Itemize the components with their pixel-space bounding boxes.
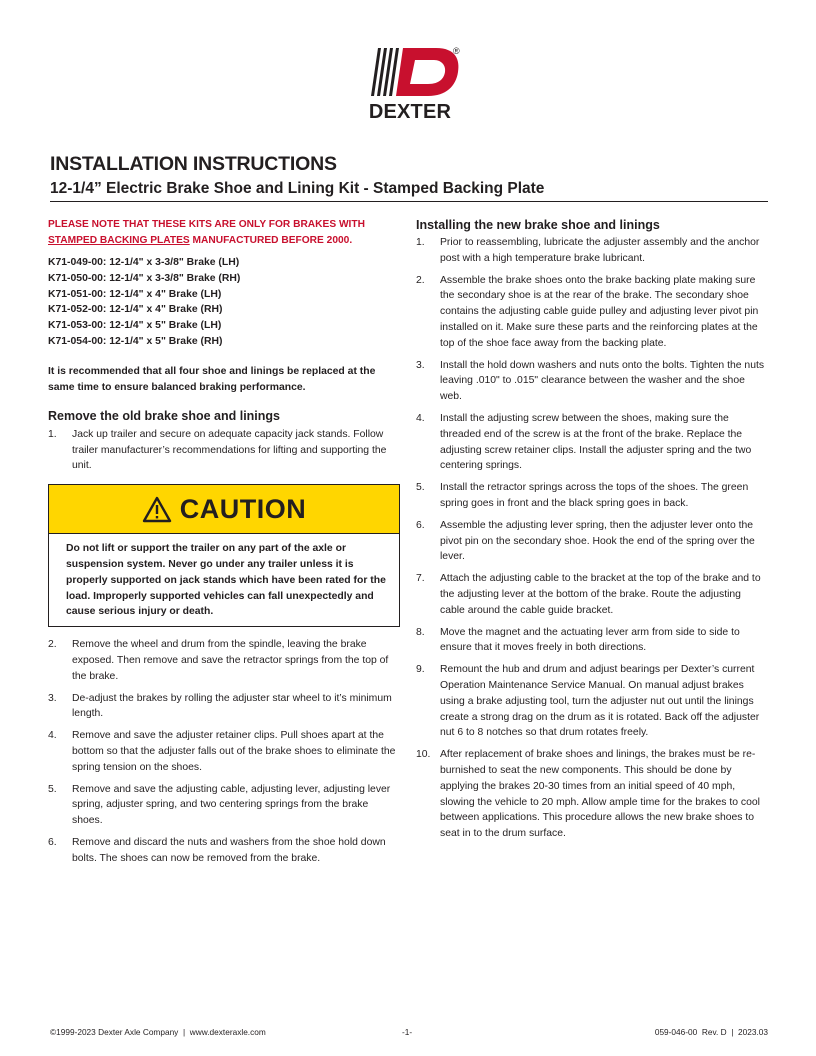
step-text: Jack up trailer and secure on adequate capacity jack stands. Follow trailer manufacturer’s recommendations for lifting and supporting the unit. bbox=[72, 428, 387, 472]
step-number: 2. bbox=[416, 274, 425, 286]
install-steps-list bbox=[416, 235, 768, 842]
warning-triangle-icon bbox=[142, 496, 172, 523]
step-text: Remove and save the adjuster retainer clips. Pull shoes apart at the bottom so that the adjuster falls out of the brake shoes to eliminate the spring tension on the shoes. bbox=[72, 730, 396, 773]
note-text-2: MANUFACTURED BEFORE 2000. bbox=[189, 235, 353, 246]
step-number: 2. bbox=[48, 639, 57, 651]
caution-header bbox=[49, 485, 399, 534]
step-text: Install the retractor springs across the tops of the shoes. The green spring goes in front and the black spring goes in back. bbox=[440, 482, 749, 509]
step-number: 10. bbox=[416, 749, 431, 761]
part-number: K71-054-00: 12-1/4" x 5" Brake (RH) bbox=[48, 335, 223, 347]
list-item bbox=[48, 637, 400, 684]
footer-document-number: 059-046-00 Rev. D | 2023.03 bbox=[654, 1027, 768, 1037]
step-text: Prior to reassembling, lubricate the adjuster assembly and the anchor post with a high temperature brake lubricant. bbox=[440, 237, 760, 264]
right-column bbox=[416, 218, 768, 842]
footer-page-number: -1- bbox=[402, 1027, 413, 1037]
header-divider bbox=[50, 201, 768, 202]
step-text: After replacement of brake shoes and linings, the brakes must be re-burnished to seat the new components. This should be done by applying the brakes 20-30 times from an initial speed of 40 mph, slowing the vehicle to 20 mph. Allow ample time for the brakes to cool between applications. This procedure allows the new brake shoes to seat in to the drum surface. bbox=[440, 749, 760, 840]
step-number: 3. bbox=[48, 692, 57, 704]
step-text: Remove the wheel and drum from the spindle, leaving the brake exposed. Then remove and save the retractor springs from the top of the brake. bbox=[72, 639, 389, 682]
remove-steps-list-b bbox=[48, 637, 400, 866]
step-text: Remove and discard the nuts and washers from the shoe hold down bolts. The shoes can now be removed from the brake. bbox=[72, 836, 386, 864]
step-text: Move the magnet and the actuating lever arm from side to side to ensure that it moves freely in both directions. bbox=[440, 626, 740, 654]
step-number: 1. bbox=[416, 237, 425, 248]
list-item bbox=[416, 235, 768, 267]
dexter-d-logo-icon bbox=[370, 46, 460, 98]
step-text: Assemble the adjusting lever spring, then the adjuster lever onto the pivot pin on the secondary shoe. Hook the end of the spring over the lever. bbox=[440, 519, 755, 563]
list-item bbox=[416, 571, 768, 618]
list-item bbox=[48, 728, 400, 775]
step-text: Assemble the brake shoes onto the brake backing plate making sure the secondary shoe is at the rear of the brake. The secondary shoe contains the adjusting cable guide pulley and adjusting lever pivot pin installed on it. Make sure these parts and the reinforcing plates at the top of the shoe face away from the backing plate. bbox=[440, 274, 759, 349]
registered-mark: ® bbox=[453, 46, 460, 56]
step-number: 4. bbox=[416, 412, 425, 424]
recommendation-text: It is recommended that all four shoe and linings be replaced at the same time to ensure balanced braking performance. bbox=[48, 365, 376, 393]
list-item bbox=[48, 835, 400, 867]
step-text: Remove and save the adjusting cable, adjusting lever, adjusting lever spring, adjuster spring, and two centering springs from the brake shoes. bbox=[72, 783, 391, 827]
step-text: Attach the adjusting cable to the bracket at the top of the brake and to the adjusting lever at the bottom of the brake. Route the adjusting cable around the cable guide bracket. bbox=[440, 573, 761, 616]
step-number: 5. bbox=[416, 482, 425, 494]
left-column bbox=[48, 217, 400, 867]
step-number: 9. bbox=[416, 664, 425, 676]
note-text-1: PLEASE NOTE THAT THESE KITS ARE ONLY FOR BRAKES WITH bbox=[48, 219, 365, 230]
caution-title: CAUTION bbox=[179, 493, 307, 524]
page-subtitle: 12-1/4” Electric Brake Shoe and Lining Kit - Stamped Backing Plate bbox=[50, 180, 545, 197]
step-number: 8. bbox=[416, 626, 425, 638]
list-item bbox=[416, 518, 768, 565]
list-item bbox=[416, 480, 768, 512]
install-section-heading: Installing the new brake shoe and linings bbox=[416, 218, 660, 232]
part-number: K71-053-00: 12-1/4" x 5" Brake (LH) bbox=[48, 320, 222, 332]
step-number: 5. bbox=[48, 783, 57, 795]
dexter-logo bbox=[360, 46, 460, 126]
step-text: Remount the hub and drum and adjust bearings per Dexter’s current Operation Maintenance Service Manual. On manual adjust brakes using a brake adjusting tool, turn the adjuster nut out until the linings create a strong drag on the drum as it is rotated. Back off the adjuster nut 6 to 8 notches so that drum rotates freely. bbox=[440, 664, 760, 739]
part-number: K71-049-00: 12-1/4" x 3-3/8" Brake (LH) bbox=[48, 257, 240, 268]
step-number: 3. bbox=[416, 359, 425, 371]
list-item bbox=[416, 747, 768, 842]
list-item bbox=[48, 691, 400, 723]
footer-copyright: ©1999-2023 Dexter Axle Company | www.dexteraxle.com bbox=[50, 1027, 266, 1037]
part-number: K71-051-00: 12-1/4" x 4" Brake (LH) bbox=[48, 288, 222, 300]
brand-name: DEXTER bbox=[368, 101, 452, 123]
step-text: Install the hold down washers and nuts onto the bolts. Tighten the nuts leaving .010" to .015" clearance between the washer and the shoe web. bbox=[440, 359, 765, 403]
list-item bbox=[416, 273, 768, 352]
step-number: 6. bbox=[48, 836, 57, 848]
part-number-list bbox=[48, 255, 400, 350]
list-item bbox=[48, 427, 400, 474]
step-number: 1. bbox=[48, 428, 57, 440]
list-item bbox=[48, 782, 400, 829]
note-underlined: STAMPED BACKING PLATES bbox=[48, 235, 190, 246]
part-number: K71-052-00: 12-1/4" x 4" Brake (RH) bbox=[48, 304, 223, 316]
remove-section-heading: Remove the old brake shoe and linings bbox=[48, 408, 280, 423]
step-text: De-adjust the brakes by rolling the adjuster star wheel to it’s minimum length. bbox=[72, 692, 392, 720]
list-item bbox=[416, 411, 768, 474]
step-number: 7. bbox=[416, 573, 425, 585]
list-item bbox=[416, 358, 768, 405]
step-number: 4. bbox=[48, 730, 57, 742]
step-number: 6. bbox=[416, 519, 425, 531]
remove-steps-list-a bbox=[48, 427, 400, 474]
list-item bbox=[416, 662, 768, 741]
page-title: INSTALLATION INSTRUCTIONS bbox=[50, 153, 337, 175]
step-text: Install the adjusting screw between the shoes, making sure the threaded end of the screw is at the front of the brake. Replace the adjusting screw retainer clips. Install the adjuster spring and the two centering springs. bbox=[440, 412, 752, 472]
caution-box bbox=[48, 484, 400, 627]
kit-compatibility-note bbox=[48, 217, 400, 249]
caution-text: Do not lift or support the trailer on any part of the axle or suspension system. Never go under any trailer unless it is properly supported on jack stands which have been rated for the load. Improperly supported vehicles can fall unexpectedly and cause serious injury or death. bbox=[66, 543, 386, 618]
part-number: K71-050-00: 12-1/4" x 3-3/8" Brake (RH) bbox=[48, 272, 241, 284]
list-item bbox=[416, 625, 768, 657]
